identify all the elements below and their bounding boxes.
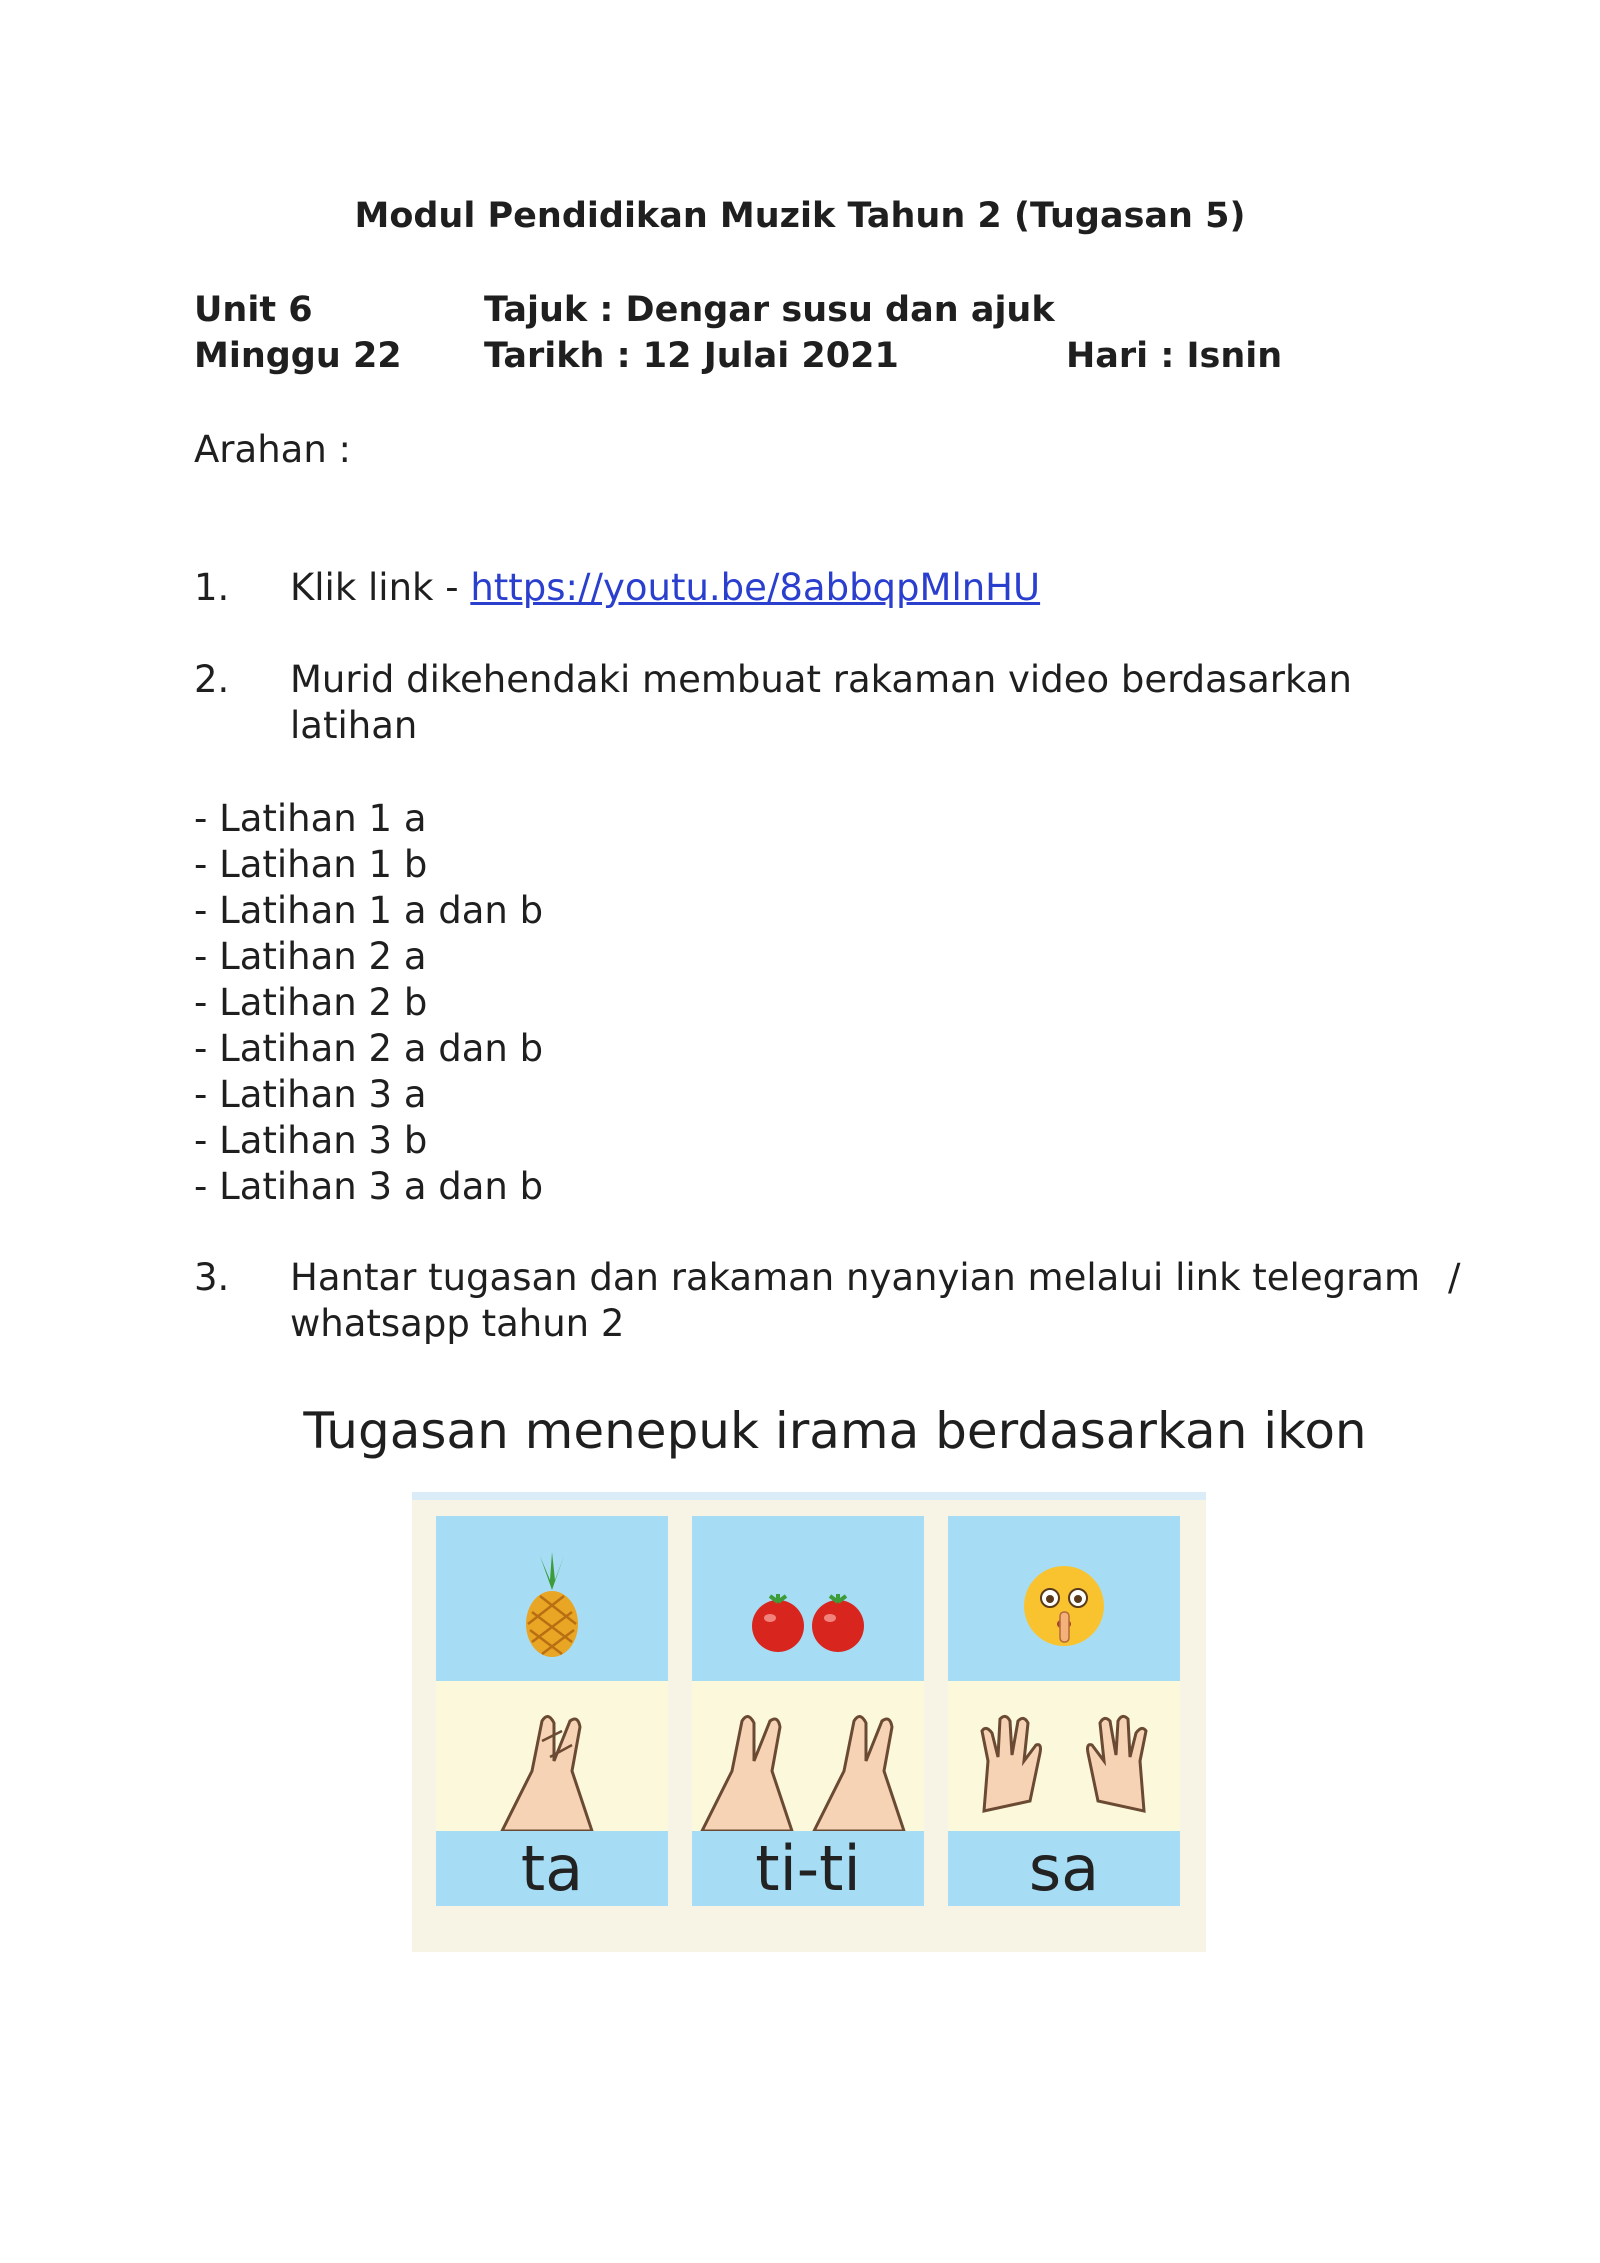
arahan-label: Arahan : (194, 428, 351, 471)
rhythm-card-sa (948, 1516, 1180, 1906)
step-2-line-2: latihan (290, 704, 418, 747)
step-3-line-2: whatsapp tahun 2 (290, 1302, 625, 1345)
list-item: - Latihan 3 a (194, 1073, 427, 1116)
list-item: - Latihan 1 a (194, 797, 427, 840)
tajuk-label: Tajuk : Dengar susu dan ajuk (484, 290, 1055, 330)
list-item: - Latihan 1 a dan b (194, 889, 544, 932)
unit-label: Unit 6 (194, 290, 313, 330)
step-3-line-1: Hantar tugasan dan rakaman nyanyian melalui link telegram (290, 1256, 1420, 1299)
list-item: - Latihan 1 b (194, 843, 428, 886)
pineapple-icon (522, 1550, 582, 1658)
step-2-number: 2. (194, 658, 230, 701)
list-item: - Latihan 2 a (194, 935, 427, 978)
rhythm-icon-panel (412, 1492, 1206, 1952)
section-subtitle: Tugasan menepuk irama berdasarkan ikon (303, 1402, 1367, 1460)
list-item: - Latihan 3 a dan b (194, 1165, 544, 1208)
latihan-list (194, 796, 543, 1210)
step-3-slash: / (1448, 1256, 1461, 1299)
double-clap-icon (698, 1701, 918, 1831)
card-label-ta: ta (436, 1831, 668, 1906)
minggu-label: Minggu 22 (194, 336, 402, 376)
clapping-hands-icon (492, 1701, 612, 1831)
card-label-sa: sa (948, 1831, 1180, 1906)
card-label-ti-ti: ti-ti (692, 1831, 924, 1906)
list-item: - Latihan 2 a dan b (194, 1027, 544, 1070)
panel-top-strip (412, 1492, 1206, 1500)
list-item: - Latihan 3 b (194, 1119, 428, 1162)
step-3-number: 3. (194, 1256, 230, 1299)
open-hands-icon (974, 1701, 1154, 1831)
step-1-text (290, 566, 1040, 609)
list-item: - Latihan 2 b (194, 981, 428, 1024)
step-1-number: 1. (194, 566, 230, 609)
shush-face-icon (1020, 1562, 1108, 1650)
tomatoes-icon (748, 1594, 868, 1652)
youtube-link[interactable]: https://youtu.be/8abbqpMlnHU (470, 566, 1041, 609)
rhythm-card-ti-ti (692, 1516, 924, 1906)
rhythm-card-ta (436, 1516, 668, 1906)
step-1-prefix: Klik link - (290, 566, 471, 609)
page-title: Modul Pendidikan Muzik Tahun 2 (Tugasan 5) (354, 196, 1246, 236)
step-2-line-1: Murid dikehendaki membuat rakaman video berdasarkan (290, 658, 1352, 701)
hari-label: Hari : Isnin (1066, 336, 1283, 376)
tarikh-label: Tarikh : 12 Julai 2021 (484, 336, 899, 376)
